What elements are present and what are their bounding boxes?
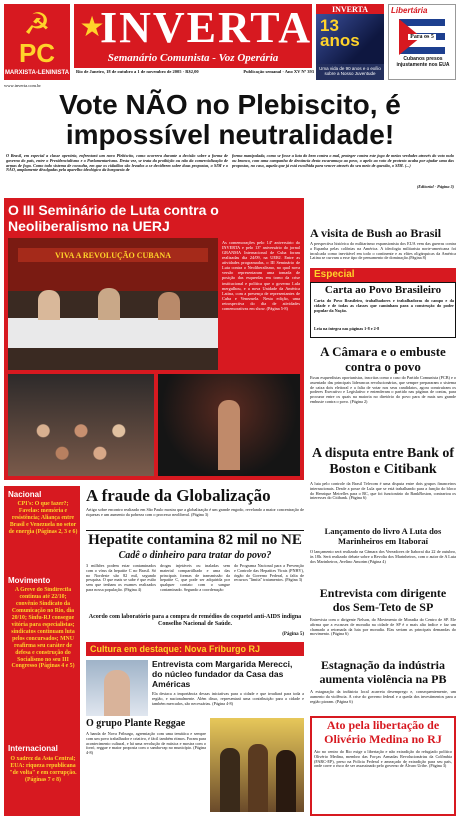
especial-body: Carta do Povo Brasileiro, trabalhadores e trabalhadoras do campo e da cidade e de todas as classes que caminham para a construção do poder popular da Nação. bbox=[314, 299, 454, 313]
medina-body: Ato no centro do Rio exige a libertação e não extradição do refugiado político Olivério Medina, membro das Forças Armadas Revolucionárias da Colômbia (FARC-EP), preso na Polícia Federal e ameaçado de extradição para seu país, onde corre o risco de ser assassinado pelo governo de Álvaro Uribe. (Página 3) bbox=[314, 750, 452, 769]
speaker-figure bbox=[98, 288, 120, 320]
party-subtitle: MARXISTA-LENINISTA bbox=[4, 70, 70, 76]
reggae-body: A banda de Nova Friburgo, agremiação com uma temática e sempre com um povo trabalhador e criativo, é fácil também ritmos. Foram para acontecimento cultural, e há uma revolução de música e mostra com o forró, reggae e maior proposta com o samba-rap no município. (Página 4-8) bbox=[86, 732, 206, 756]
masthead-title: INVERTA bbox=[99, 2, 313, 52]
cultura-bar: Cultura em destaque: Nova Friburgo RJ bbox=[86, 642, 304, 656]
date-line: Rio de Janeiro, 18 de outubro a 1 de novembro de 2005 · R$2,00 bbox=[76, 69, 199, 74]
lead-right: forma manipulada, como se fosse a luta do bem contra o mal, proteger contra este jogo de meias verdades através do voto nulo ou branco, com uma campanha de denúncia desta escaramuça ao povo, o apelo ao voto de protesto acaba por ajudar uma das propostas, no caso, aquela que já está escolhida para vencer através do seu meio de questão, o SIM. (...) bbox=[232, 154, 454, 168]
bank-title: A disputa entre Bank of Boston e Citibank bbox=[311, 446, 455, 477]
feature-title: O III Seminário de Luta contra o Neoliberalismo na UERJ bbox=[8, 202, 219, 234]
especial-ref: Leia na íntegra nas páginas 1-8 e 2-8 bbox=[314, 326, 380, 331]
speaker-figure bbox=[38, 290, 60, 320]
site-url: www.inverta.com.br bbox=[4, 83, 41, 88]
reggae-title: O grupo Plante Reggae bbox=[86, 718, 186, 729]
sidebar-label-nacional: Nacional bbox=[8, 490, 42, 499]
speaker-figure bbox=[158, 292, 180, 320]
lead-left: O Brasil, em especial a classe operária, enfrentará um novo Plebiscito, como ocorrera durante a decisão sobre a forma de governo do país, entre o Presidencialismo e o Parlamentarismo. Desta vez, se trata da proibição ou não da comercialização de armas de fogo. Como todo sistema de consulta, em que os cidadãos são levados a se decidirem sobre duas propostas, o SIM e o NÃO, amplamente divulgadas pela aparelho ideológico da burguesia de bbox=[6, 154, 228, 173]
cultura-title: Entrevista com Margarida Merecci, do núcleo fundador da Casa das Américas bbox=[152, 659, 293, 689]
hep-foot: Acordo com laboratório para a compra de remédios do coquetel anti-AIDS indigna Conselho Nacional de Saúde. bbox=[88, 614, 302, 628]
camara-title: A Câmara e o embuste contra o povo bbox=[320, 344, 446, 374]
promo-mini-logo: INVERTA bbox=[316, 4, 384, 14]
promo-caption: Uma vida de 90 anos e o exílio sobre a Nosso Juventude bbox=[319, 66, 381, 77]
promo-anniversary bbox=[316, 4, 384, 80]
sidebar-body-internacional: O xadrez da Ásia Central; EUA: riqueza republicana "de volta" e em corrupção. (Páginas 7 e 8) bbox=[9, 756, 77, 783]
promo-right-caption: Cubanos presos injustamente nos EUA bbox=[396, 56, 450, 68]
banner-text: VIVA A REVOLUÇÃO CUBANA bbox=[18, 248, 208, 262]
medina-title: Ato pela libertação de Olivério Medina no RJ bbox=[324, 718, 442, 747]
bush-body: A perspectiva histórica do militarismo expansionista dos EUA vem das guerras contra a Espanha pelas colônias na América. A ideologia militarista norte-americana foi inculcada como inevitável em todo o continente e as elites oligárquicas da América Latina se curvam a esse tipo de pensamento de dominação.(Página 8) bbox=[310, 242, 456, 261]
promo-badge: Para os 5 bbox=[410, 34, 434, 40]
hammer-sickle-icon: ☭ bbox=[23, 7, 51, 41]
glob-title: A fraude da Globalização bbox=[86, 486, 271, 505]
seminar-photo bbox=[8, 238, 218, 370]
party-logo bbox=[4, 4, 70, 80]
hep-col3: do Programa Nacional para a Prevenção e Controle das Hepatites Virais (PNHV), órgão do Governo Federal, a falta de recursos "limita" tratamentos. (Página 3) bbox=[234, 564, 304, 583]
semteto-body: Entrevista com o dirigente Nelson, do Movimento de Moradia do Centro de SP. Ele afirma que a escassez de moradia na cidade de SP é o mais alto índice e faz um chamado a retomada da luta por moradia. Elas seriam as principais demandas do movimento. (Página 6) bbox=[310, 618, 456, 637]
hep-foot-ref: (Página 5) bbox=[282, 632, 304, 637]
hep-subtitle: Cadê o dinheiro para tratar do povo? bbox=[118, 550, 272, 561]
especial-label: Especial bbox=[310, 268, 456, 282]
cultura-body: Ela destaca a importância dessas iniciativas para a cidade e que irradiará para toda a região, e nacionalmente. Além disso, representará uma contribuição para a cidade e também mercados, são necessárias. (Página 4-8) bbox=[152, 692, 304, 706]
headline: Vote NÃO no Plebiscito, é impossível neutralidade! bbox=[59, 89, 401, 150]
hep-col2: drogas injetáveis ou inaladas sem material compartilhado e uma das principais formas de transmissão da hepatite C, que pode ser adquirida por qualquer contato com o sangue contaminado. Segundo a coordenação bbox=[160, 564, 230, 593]
hep-col1: 3 milhões podem estar contaminados com o vírus da hepatite C no Brasil. Só no Nordeste são 82 mil, segundo pesquisa. O que mais se sabe é que estão sem que tenham os exames realizados para nossa população. (Página 4) bbox=[86, 564, 156, 593]
livro-title: Lançamento do livro A Luta dos Marinheiros em Itaboraí bbox=[324, 526, 442, 547]
hep-title: Hepatite contamina 82 mil no NE bbox=[88, 532, 302, 548]
sidebar-label-internacional: Internacional bbox=[8, 744, 58, 753]
bush-title: A visita de Bush ao Brasil bbox=[310, 226, 442, 240]
masthead-title-box bbox=[74, 4, 312, 68]
edition-line: Publicação semanal · Ano XV Nº 393 bbox=[243, 69, 314, 74]
especial-title: Carta ao Povo Brasileiro bbox=[324, 284, 442, 296]
sidebar-body-nacional: CPI's: O que fazer?; Favelas: memória e resistência; Aliança entre Brasil e Venezuela no setor de energia (Páginas 2, 3 e 6) bbox=[8, 501, 78, 535]
speakers-table bbox=[8, 318, 218, 348]
lead-ref: (Editorial - Página 3) bbox=[416, 184, 454, 189]
camara-body: Essas esquerdistas oportunistas, inscritas como o caso do Partido Comunista (PCB) e o assentado das principais liderancas revolucionárias, que sempre prepararam o sistema de caixa dois eleitoral e a falta de votar nos seus candidatos, agora construíram os poderes Executivo e Legislativo e entenderam o partido nas páginas de contas, para procurar entre os quais na maioria no diretório do povo para de mais um grande embuste contra o povo. (Página 2) bbox=[310, 376, 456, 405]
feature-caption: As comemorações pelo 14º aniversário do INVERTA e pelo 13º aniversário do jornal GRANMA Internacional de Cuba foram realizadas dia 24/09, na UERJ. Entre as atividades programadas, o III Seminário de Luta contra o Neoliberalismo, no qual nova versão representaram uma tomada de posição das esquerdas em torno da crise institucional e política que o governo Lula mergulhou, e a nova Unidade da América Latina, com a presença de representantes de Cuba e Venezuela. Nesta edição, uma retrospectiva do dia de atividades comemorativas em show. (Página 5-8) bbox=[222, 240, 300, 311]
audience-photo bbox=[8, 374, 154, 476]
divider bbox=[86, 530, 304, 531]
masthead-subtitle: Semanário Comunista - Voz Operária bbox=[107, 52, 279, 64]
singer-photo bbox=[158, 374, 300, 476]
party-name: PC bbox=[18, 37, 56, 68]
promo-headline: 13 anos bbox=[320, 16, 360, 50]
promo-logo: Libertária bbox=[391, 6, 428, 15]
margarida-photo bbox=[86, 660, 148, 716]
sidebar-body-movimento: A Greve do Sindirecifa continua até 22/10; convênio Sindicato da Comunicação no Rio, dia 20/10; Sinfu-RJ consegue vitória para especialistas; sindicatos continuam luta pelos concursados; MNU reafirma seu caráter de defesa e construção do Socialismo no seu III Congresso (Páginas 4 e 5) bbox=[11, 587, 75, 670]
cuba-flag-icon bbox=[399, 19, 445, 55]
promo-libertaria bbox=[388, 4, 456, 80]
star-icon: ★ bbox=[79, 12, 105, 43]
reggae-photo bbox=[210, 718, 304, 812]
glob-body: Artigo sobre encontro realizado em São Paulo mostra que a globalização é um grande engodo, revelando a maior concentração de riquezas e um aumento da pobreza com o processo neoliberal. (Página 3) bbox=[86, 508, 304, 517]
industria-title: Estagnação da indústria aumenta violência na PB bbox=[319, 658, 447, 687]
industria-body: A estagnação da indústria local acarreta desemprego e, consequentemente, um aumento da violência. A crise do governo federal e a queda dos investimentos para a região pioram. (Página 6) bbox=[310, 690, 456, 704]
semteto-title: Entrevista com dirigente dos Sem-Teto de SP bbox=[319, 586, 447, 615]
sidebar-label-movimento: Movimento bbox=[8, 576, 51, 585]
livro-body: O lançamento será realizado na Câmara dos Vereadores de Itaboraí dia 22 de outubro, às 18h. Será realizado debate sobre a Revolta dos Marinheiros, com o autor de A Luta dos Marinheiros, Avelino Amorim (Página 4) bbox=[310, 550, 456, 564]
bank-body: A luta pelo controle da Brasil Telecom é uma disputa entre dois grupos financeiros internacionais. Desde a posse de Lula que se está trabalhando para a função do bloco do Henrique Meirelles para o BC, que foi funcionário do BankBoston, contrariou os interesses do Citibank. (Página 6) bbox=[310, 482, 456, 501]
